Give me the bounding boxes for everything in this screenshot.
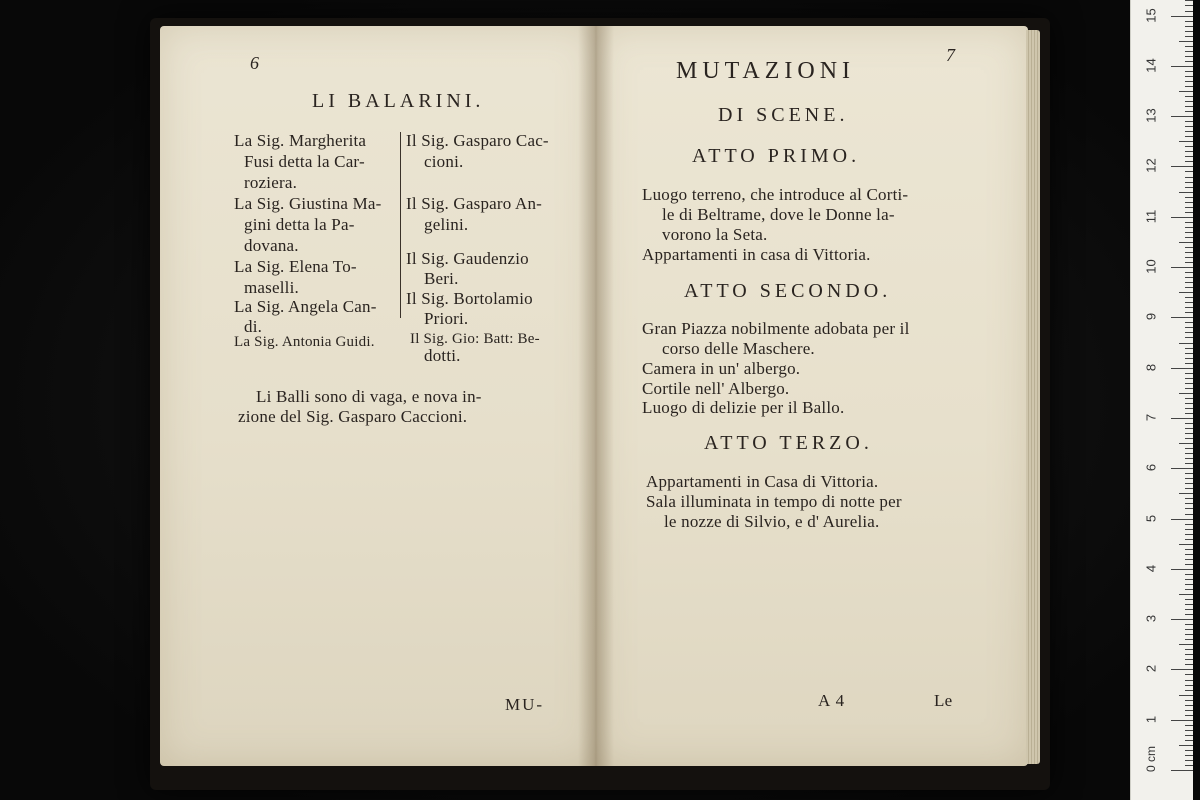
ruler-number: 15 (1143, 7, 1159, 23)
ruler-tick (1185, 232, 1193, 233)
dancer-line: dovana. (244, 236, 299, 255)
ruler-tick (1185, 438, 1193, 439)
ruler-tick (1185, 237, 1193, 238)
ruler-tick (1185, 247, 1193, 248)
ruler-tick (1179, 644, 1193, 645)
ballet-note-line: Li Balli sono di vaga, e nova in- (256, 387, 482, 406)
ruler-tick (1185, 559, 1193, 560)
ruler-tick (1185, 207, 1193, 208)
ruler-tick (1185, 463, 1193, 464)
ruler-tick (1185, 302, 1193, 303)
ruler-tick (1185, 126, 1193, 127)
ruler-tick (1185, 488, 1193, 489)
ruler-tick (1179, 594, 1193, 595)
ruler-tick (1185, 740, 1193, 741)
act-heading: ATTO TERZO. (704, 432, 873, 454)
ruler-number: 5 (1143, 514, 1159, 522)
ruler-tick (1179, 393, 1193, 394)
ruler-tick (1185, 529, 1193, 530)
ruler-tick (1185, 589, 1193, 590)
ruler-tick (1185, 161, 1193, 162)
left-catchword: MU- (505, 695, 545, 714)
ruler-number: 12 (1143, 158, 1159, 174)
ruler-tick (1185, 685, 1193, 686)
ruler-tick (1185, 277, 1193, 278)
right-catchword: Le (934, 691, 953, 710)
ruler-tick (1185, 629, 1193, 630)
ruler-tick (1185, 503, 1193, 504)
ruler-tick (1185, 46, 1193, 47)
ruler-tick (1185, 549, 1193, 550)
ruler-tick (1185, 453, 1193, 454)
dancer-line: maselli. (244, 278, 299, 297)
ruler-tick (1179, 192, 1193, 193)
ruler-tick (1171, 16, 1193, 17)
ruler-tick (1185, 680, 1193, 681)
ruler-tick (1179, 91, 1193, 92)
scene-line: Luogo terreno, che introduce al Corti- (642, 185, 909, 204)
ruler-tick (1185, 0, 1193, 1)
ruler-tick (1185, 111, 1193, 112)
ruler-tick (1185, 156, 1193, 157)
ruler-tick (1185, 373, 1193, 374)
ruler-tick (1185, 363, 1193, 364)
ruler-tick (1185, 312, 1193, 313)
ruler-tick (1185, 353, 1193, 354)
ruler-tick (1185, 433, 1193, 434)
ruler-tick (1185, 177, 1193, 178)
ruler-tick (1179, 292, 1193, 293)
right-page-title: MUTAZIONI (676, 58, 856, 84)
ruler-tick (1185, 564, 1193, 565)
ruler-number: 13 (1143, 108, 1159, 123)
ruler-number: 10 (1143, 259, 1159, 274)
dancer-line: gelini. (424, 215, 469, 234)
ruler-tick (1171, 519, 1193, 520)
ruler-tick (1185, 101, 1193, 102)
ruler-tick (1185, 609, 1193, 610)
ruler-tick (1171, 368, 1193, 369)
ruler-number: 3 (1143, 614, 1159, 623)
ruler-tick (1185, 700, 1193, 701)
ruler-number: 11 (1143, 209, 1159, 223)
ruler-tick (1185, 121, 1193, 122)
ruler-tick (1185, 483, 1193, 484)
ruler-tick (1185, 478, 1193, 479)
ruler-tick (1171, 468, 1193, 469)
ruler-tick (1185, 473, 1193, 474)
ruler-tick (1171, 317, 1193, 318)
ruler-tick (1185, 71, 1193, 72)
ruler-number: 6 (1143, 464, 1159, 472)
ruler-tick (1185, 388, 1193, 389)
scene-line: le di Beltrame, dove le Donne la- (662, 205, 895, 224)
ruler-tick (1185, 674, 1193, 675)
dancer-line: Il Sig. Gaudenzio (406, 249, 529, 268)
ruler-tick (1185, 760, 1193, 761)
act-heading: ATTO PRIMO. (692, 145, 861, 167)
right-page-number: 7 (946, 45, 956, 65)
dancer-line: Il Sig. Gio: Batt: Be- (410, 331, 540, 347)
ruler-tick (1179, 443, 1193, 444)
dancer-line: Il Sig. Gasparo Cac- (406, 131, 549, 150)
ruler-tick (1185, 755, 1193, 756)
ruler-tick (1185, 458, 1193, 459)
ruler-tick (1185, 257, 1193, 258)
ruler-tick (1171, 669, 1193, 670)
ruler-tick (1185, 227, 1193, 228)
signature-mark: A 4 (818, 691, 846, 710)
ruler-tick (1179, 242, 1193, 243)
dancer-line: Il Sig. Gasparo An- (406, 194, 543, 213)
ruler-tick (1185, 614, 1193, 615)
scene-line: Camera in un' albergo. (642, 359, 801, 378)
ruler-tick (1185, 428, 1193, 429)
ruler-tick (1171, 770, 1193, 771)
ruler-tick (1179, 695, 1193, 696)
ruler-tick (1185, 649, 1193, 650)
measuring-ruler (1130, 0, 1193, 800)
ruler-number: 14 (1143, 58, 1159, 73)
ruler-tick (1185, 423, 1193, 424)
ruler-tick (1185, 448, 1193, 449)
ruler-tick (1185, 307, 1193, 308)
ruler-tick (1185, 358, 1193, 359)
ruler-tick (1185, 765, 1193, 766)
ruler-tick (1185, 639, 1193, 640)
ruler-tick (1171, 116, 1193, 117)
scene-line: corso delle Maschere. (662, 339, 815, 358)
ruler-tick (1185, 554, 1193, 555)
ruler-tick (1185, 11, 1193, 12)
ruler-tick (1185, 36, 1193, 37)
ruler-tick (1185, 634, 1193, 635)
ruler-number: 8 (1143, 363, 1159, 371)
ruler-tick (1185, 514, 1193, 515)
ruler-tick (1185, 182, 1193, 183)
dancer-line: gini detta la Pa- (244, 215, 355, 234)
dancer-line: Fusi detta la Car- (244, 152, 365, 171)
ruler-tick (1185, 252, 1193, 253)
ruler-tick (1185, 408, 1193, 409)
dancer-line: Priori. (424, 309, 469, 328)
ruler-tick (1171, 66, 1193, 67)
ruler-tick (1185, 534, 1193, 535)
ruler-tick (1185, 383, 1193, 384)
dancer-line: La Sig. Giustina Ma- (234, 194, 382, 213)
ruler-tick (1185, 26, 1193, 27)
ruler-tick (1171, 418, 1193, 419)
ruler-tick (1179, 745, 1193, 746)
ruler-tick (1185, 498, 1193, 499)
scene-line: Appartamenti in Casa di Vittoria. (646, 472, 879, 491)
ruler-tick (1171, 217, 1193, 218)
dancer-line: Beri. (424, 269, 459, 288)
left-page-number: 6 (250, 53, 260, 73)
ruler-tick (1185, 56, 1193, 57)
ruler-tick (1185, 730, 1193, 731)
ballet-note-line: zione del Sig. Gasparo Caccioni. (238, 407, 468, 426)
dancer-line: roziera. (244, 173, 298, 192)
dancer-line: dotti. (424, 346, 461, 365)
ruler-tick (1179, 141, 1193, 142)
ruler-tick (1185, 604, 1193, 605)
ruler-tick (1179, 343, 1193, 344)
ruler-number: 7 (1143, 413, 1159, 422)
ruler-tick (1179, 544, 1193, 545)
scene-line: Sala illuminata in tempo di notte per (646, 492, 902, 511)
ruler-tick (1171, 166, 1193, 167)
ruler-tick (1185, 96, 1193, 97)
dancer-line: La Sig. Antonia Guidi. (234, 334, 375, 350)
ruler-tick (1185, 322, 1193, 323)
ruler-tick (1185, 750, 1193, 751)
ruler-tick (1185, 202, 1193, 203)
dancer-line: La Sig. Angela Can- (234, 297, 377, 316)
ruler-tick (1185, 21, 1193, 22)
ruler-tick (1185, 106, 1193, 107)
ruler-tick (1185, 715, 1193, 716)
ruler-tick (1185, 508, 1193, 509)
ruler-tick (1185, 654, 1193, 655)
ruler-tick (1185, 5, 1193, 6)
ruler-tick (1171, 569, 1193, 570)
ruler-tick (1185, 282, 1193, 283)
ruler-tick (1171, 720, 1193, 721)
ruler-tick (1185, 81, 1193, 82)
act-heading: ATTO SECONDO. (684, 280, 892, 302)
ruler-tick (1171, 619, 1193, 620)
dancer-line: Il Sig. Bortolamio (406, 289, 533, 308)
ruler-tick (1185, 51, 1193, 52)
ruler-tick (1185, 76, 1193, 77)
ruler-tick (1185, 262, 1193, 263)
ruler-tick (1185, 287, 1193, 288)
right-page-subtitle: DI SCENE. (718, 104, 849, 126)
ruler-tick (1185, 378, 1193, 379)
scene-line: vorono la Seta. (662, 225, 768, 244)
ruler-tick (1179, 41, 1193, 42)
ruler-tick (1185, 725, 1193, 726)
ruler-tick (1185, 86, 1193, 87)
ruler-tick (1171, 267, 1193, 268)
scene-line: Cortile nell' Albergo. (642, 379, 790, 398)
ruler-tick (1185, 690, 1193, 691)
ruler-tick (1185, 710, 1193, 711)
ruler-tick (1185, 222, 1193, 223)
ruler-tick (1185, 171, 1193, 172)
ruler-tick (1185, 197, 1193, 198)
scene-line: Luogo di delizie per il Ballo. (642, 398, 845, 417)
ruler-tick (1185, 398, 1193, 399)
ruler-number: 2 (1143, 665, 1159, 673)
ruler-tick (1185, 539, 1193, 540)
ruler-number: 9 (1143, 313, 1159, 321)
ruler-tick (1185, 131, 1193, 132)
ruler-tick (1185, 574, 1193, 575)
dancer-line: di. (244, 317, 263, 336)
ruler-number: 4 (1143, 564, 1159, 572)
ruler-tick (1185, 579, 1193, 580)
ruler-tick (1185, 348, 1193, 349)
page-edges (1026, 30, 1040, 764)
scene-line: Appartamenti in casa di Vittoria. (642, 245, 871, 264)
ruler-tick (1185, 705, 1193, 706)
ruler-tick (1185, 272, 1193, 273)
ruler-tick (1185, 327, 1193, 328)
ruler-tick (1185, 187, 1193, 188)
column-divider (400, 132, 401, 318)
ruler-tick (1185, 337, 1193, 338)
ruler-tick (1185, 61, 1193, 62)
dancer-line: cioni. (424, 152, 464, 171)
ruler-number: 1 (1143, 715, 1159, 723)
dancer-line: La Sig. Margherita (234, 131, 367, 150)
ruler-tick (1185, 624, 1193, 625)
ruler-unit-label: 0 cm (1144, 746, 1158, 773)
ruler-tick (1185, 151, 1193, 152)
ruler-tick (1185, 584, 1193, 585)
scene-line: Gran Piazza nobilmente adobata per il (642, 319, 910, 338)
left-page-heading: LI BALARINI. (312, 90, 485, 112)
ruler-tick (1185, 136, 1193, 137)
ruler-tick (1185, 735, 1193, 736)
ruler-tick (1185, 664, 1193, 665)
ruler-tick (1185, 599, 1193, 600)
ruler-tick (1185, 413, 1193, 414)
ruler-tick (1185, 146, 1193, 147)
ruler-tick (1185, 403, 1193, 404)
ruler-tick (1185, 659, 1193, 660)
dancer-line: La Sig. Elena To- (234, 257, 357, 276)
ruler-tick (1185, 212, 1193, 213)
ruler-tick (1185, 297, 1193, 298)
ruler-tick (1185, 31, 1193, 32)
ruler-tick (1185, 524, 1193, 525)
ruler-tick (1185, 332, 1193, 333)
ruler-tick (1179, 493, 1193, 494)
scene-line: le nozze di Silvio, e d' Aurelia. (664, 512, 880, 531)
